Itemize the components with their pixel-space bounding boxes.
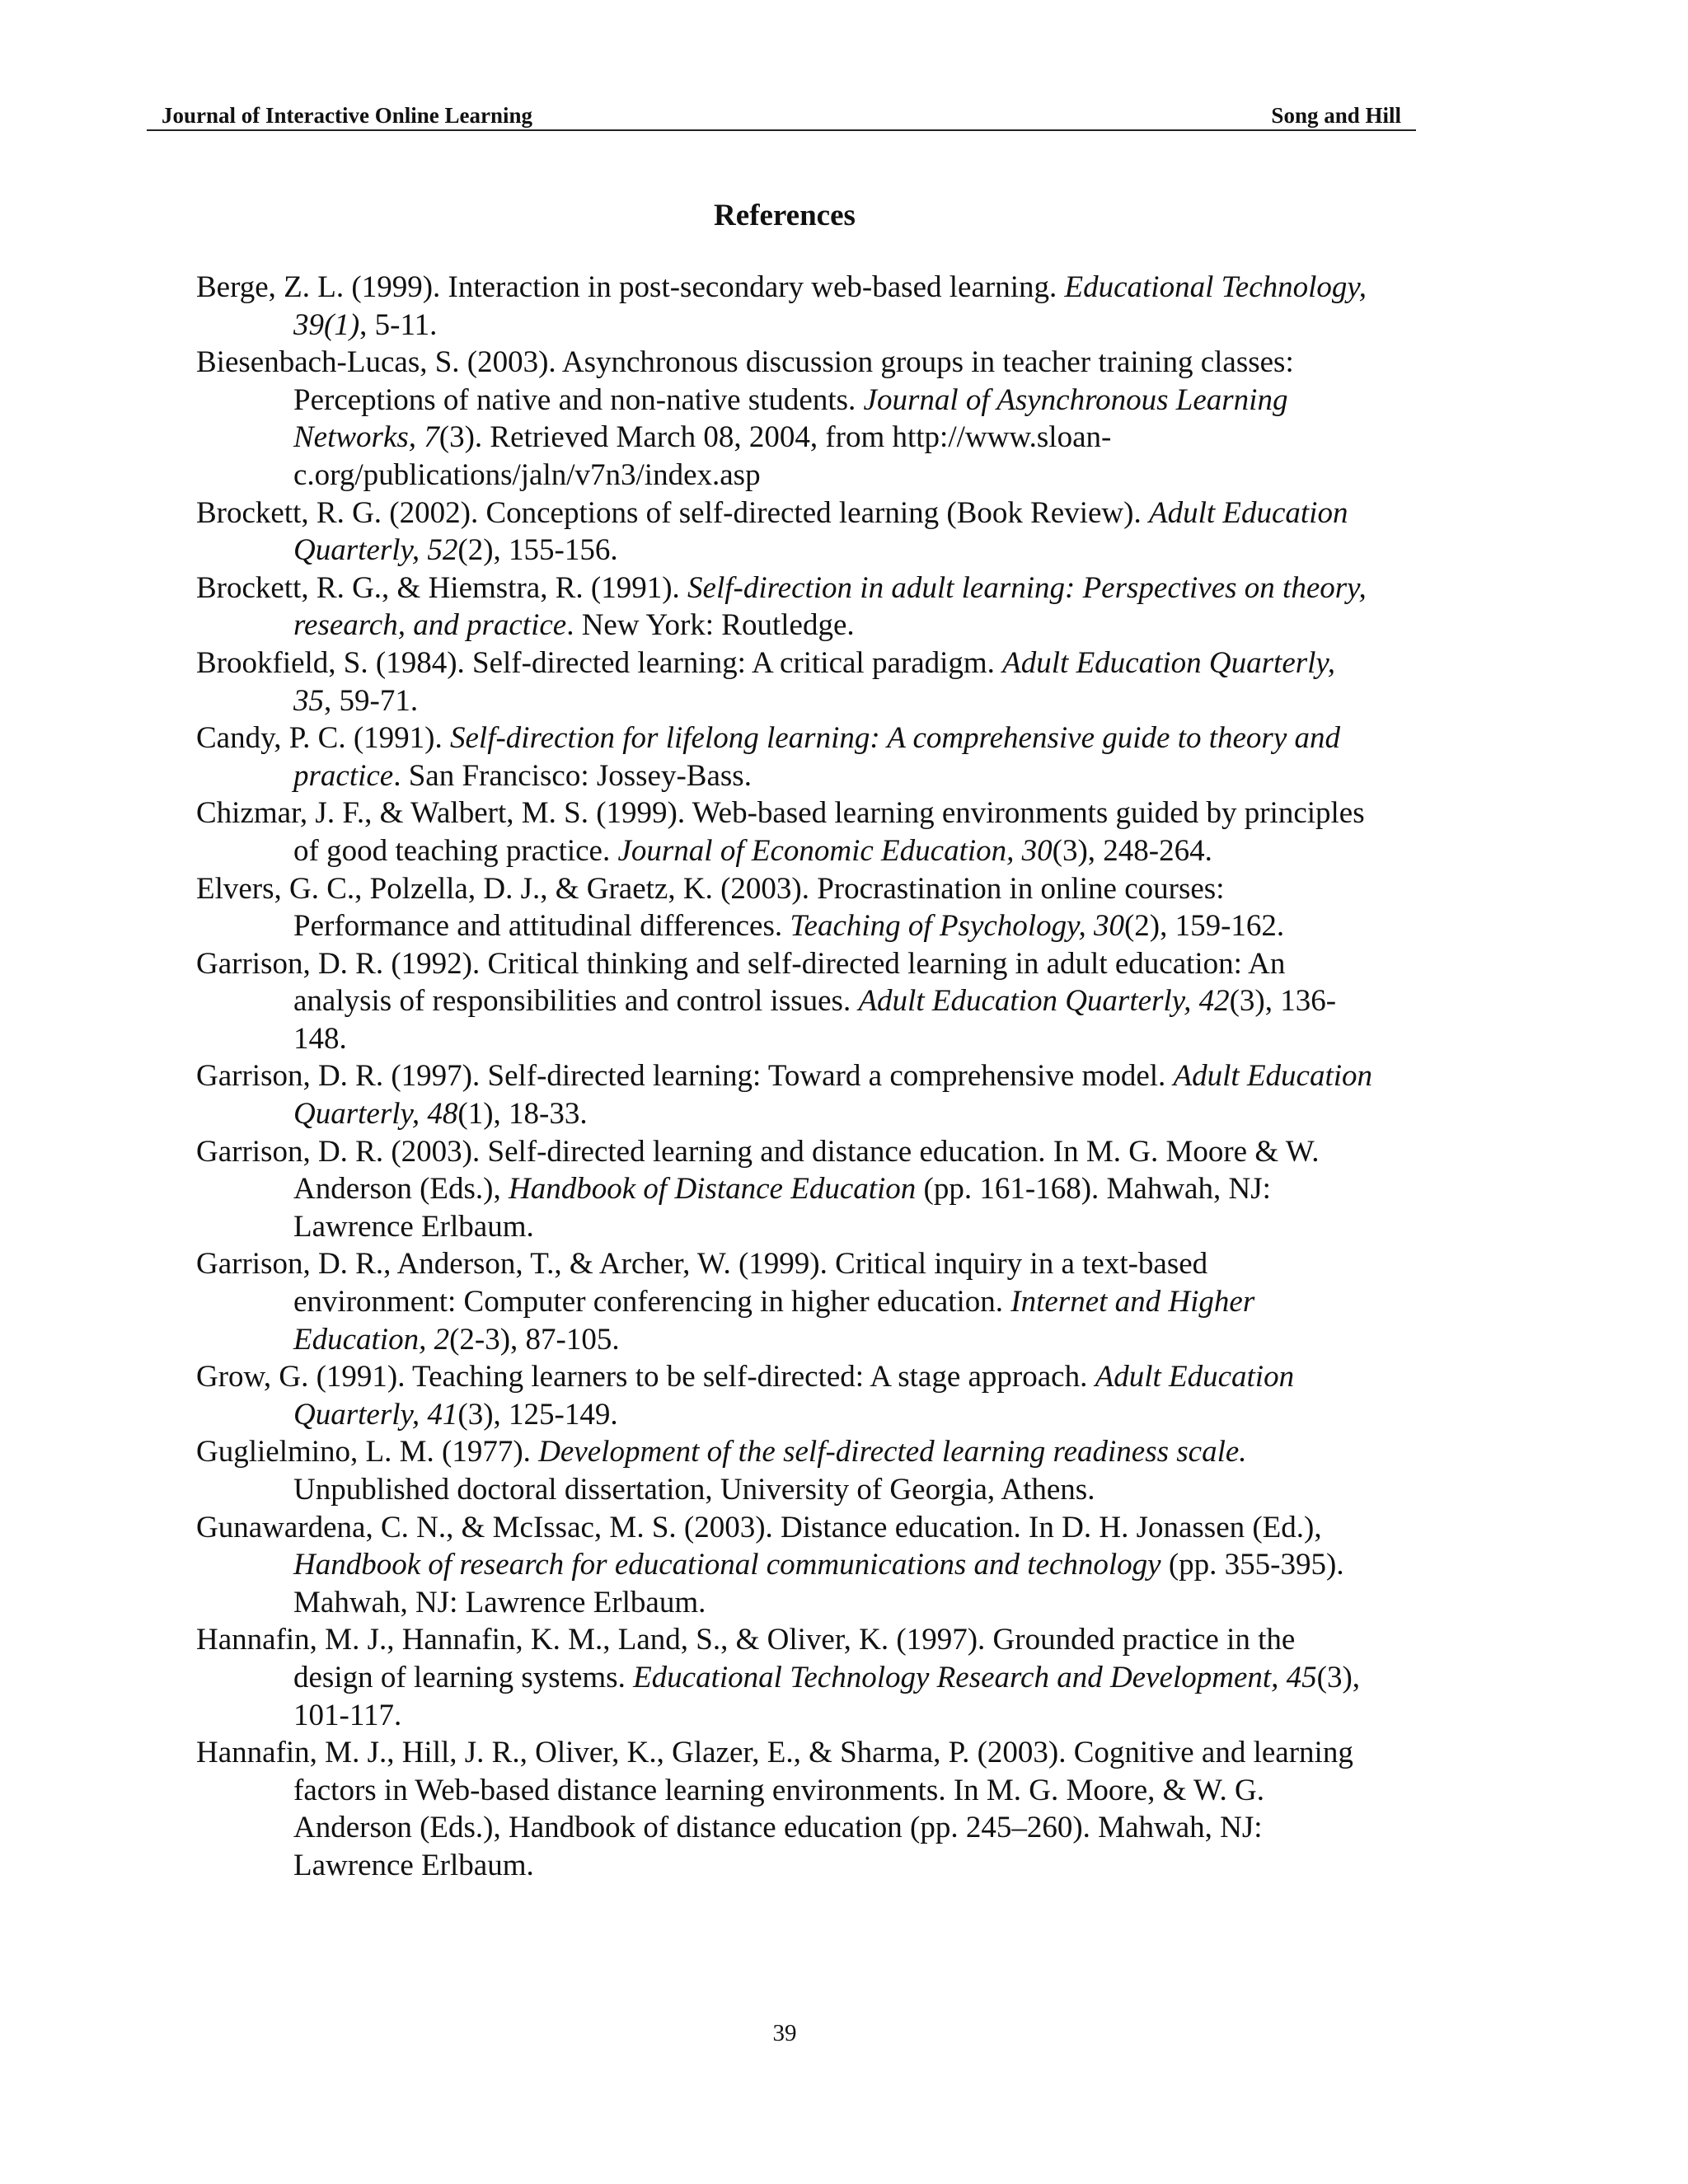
reference-text: Brockett, R. G., & Hiemstra, R. (1991). bbox=[196, 570, 688, 605]
reference-text: (3), 101-117. bbox=[293, 1660, 1361, 1732]
reference-source-italic: Adult Education Quarterly, 35 bbox=[293, 645, 1336, 718]
reference-text: (pp. 161-168). Mahwah, NJ: Lawrence Erlbaum. bbox=[293, 1172, 1271, 1244]
reference-text: (3), 125-149. bbox=[457, 1397, 618, 1432]
reference-text: (2), 155-156. bbox=[457, 533, 618, 568]
reference-entry bbox=[196, 1433, 1375, 1508]
reference-entry bbox=[196, 1057, 1375, 1132]
reference-entry bbox=[196, 269, 1375, 344]
reference-source-italic: Educational Technology, 39(1) bbox=[293, 270, 1367, 342]
reference-entry bbox=[196, 945, 1375, 1058]
reference-text: Unpublished doctoral dissertation, University of Georgia, Athens. bbox=[293, 1473, 1095, 1507]
reference-entry bbox=[196, 719, 1375, 794]
reference-text: , 5-11. bbox=[359, 307, 438, 342]
reference-text: Garrison, D. R. (1992). Critical thinking and self-directed learning in adult education: An analysis of responsibilities and control issues. bbox=[196, 946, 1286, 1019]
reference-text: Brookfield, S. (1984). Self-directed learning: A critical paradigm. bbox=[196, 645, 1003, 680]
reference-text: Hannafin, M. J., Hill, J. R., Oliver, K., Glazer, E., & Sharma, P. (2003). Cognitive and learning factors in Web-based distance learning environments. In M. G. Moore, & W. G. Anderson (Eds.), Handbook of distance education (pp. 245–260). Mahwah, NJ: Lawrence Erlbaum. bbox=[196, 1736, 1353, 1882]
reference-text: (2-3), 87-105. bbox=[449, 1322, 620, 1357]
reference-source-italic: Self-direction for lifelong learning: A comprehensive guide to theory and practice bbox=[293, 721, 1340, 793]
reference-text: (3), 248-264. bbox=[1052, 833, 1212, 868]
reference-text: (3). Retrieved March 08, 2004, from http://www.sloan-c.org/publications/jaln/v7n3/index.asp bbox=[293, 420, 1112, 492]
reference-text: Biesenbach-Lucas, S. (2003). Asynchronous discussion groups in teacher training classes: Perceptions of native and non-native students. bbox=[196, 345, 1294, 417]
reference-source-italic: Teaching of Psychology, 30 bbox=[790, 909, 1124, 944]
reference-text: . New York: Routledge. bbox=[566, 608, 855, 643]
reference-entry bbox=[196, 344, 1375, 494]
reference-entry bbox=[196, 794, 1375, 869]
reference-entry bbox=[196, 1734, 1375, 1884]
reference-source-italic: Self-direction in adult learning: Perspectives on theory, research, and practice bbox=[293, 570, 1367, 643]
reference-text: Brockett, R. G. (2002). Conceptions of self-directed learning (Book Review). bbox=[196, 495, 1149, 530]
reference-entry bbox=[196, 870, 1375, 945]
reference-source-italic: Handbook of Distance Education bbox=[509, 1172, 917, 1207]
reference-text: Berge, Z. L. (1999). Interaction in post-secondary web-based learning. bbox=[196, 270, 1065, 304]
reference-entry bbox=[196, 1245, 1375, 1358]
reference-text: (pp. 355-395). Mahwah, NJ: Lawrence Erlbaum. bbox=[293, 1548, 1344, 1619]
reference-text: Garrison, D. R. (1997). Self-directed learning: Toward a comprehensive model. bbox=[196, 1059, 1174, 1094]
reference-list bbox=[196, 269, 1375, 1885]
reference-source-italic: Adult Education Quarterly, 41 bbox=[293, 1360, 1295, 1432]
reference-source-italic: Adult Education Quarterly, 52 bbox=[293, 495, 1348, 568]
reference-text: Garrison, D. R., Anderson, T., & Archer, W. (1999). Critical inquiry in a text-based environment: Computer conferencing in higher education. bbox=[196, 1247, 1208, 1319]
running-header bbox=[147, 98, 1416, 131]
reference-text: Chizmar, J. F., & Walbert, M. S. (1999). Web-based learning environments guided by principles of good teaching practice. bbox=[196, 796, 1365, 868]
reference-source-italic: Educational Technology Research and Development, 45 bbox=[633, 1660, 1317, 1694]
reference-source-italic: Adult Education Quarterly, 42 bbox=[858, 984, 1230, 1019]
reference-source-italic: Handbook of research for educational communications and technology bbox=[293, 1548, 1161, 1582]
reference-entry bbox=[196, 1133, 1375, 1246]
reference-entry bbox=[196, 494, 1375, 569]
reference-entry bbox=[196, 1358, 1375, 1433]
reference-source-italic: Journal of Economic Education, 30 bbox=[617, 833, 1053, 868]
reference-text: Grow, G. (1991). Teaching learners to be self-directed: A stage approach. bbox=[196, 1360, 1095, 1394]
page-number: 39 bbox=[772, 2020, 797, 2046]
reference-text: (3), 136-148. bbox=[293, 984, 1337, 1056]
reference-source-italic: Journal of Asynchronous Learning Networks, 7 bbox=[293, 382, 1288, 455]
reference-source-italic: Development of the self-directed learning readiness scale. bbox=[538, 1435, 1247, 1469]
reference-text: Elvers, G. C., Polzella, D. J., & Graetz, K. (2003). Procrastination in online courses: Performance and attitudinal differences. bbox=[196, 871, 1225, 944]
reference-source-italic: Adult Education Quarterly, 48 bbox=[293, 1059, 1373, 1132]
reference-text: Gunawardena, C. N., & McIssac, M. S. (2003). Distance education. In D. H. Jonassen (Ed.), bbox=[196, 1510, 1322, 1544]
reference-text: Hannafin, M. J., Hannafin, K. M., Land, S., & Oliver, K. (1997). Grounded practice in the design of learning systems. bbox=[196, 1623, 1296, 1694]
reference-text: . San Francisco: Jossey-Bass. bbox=[393, 758, 752, 793]
reference-text: , 59-71. bbox=[324, 683, 419, 718]
reference-entry bbox=[196, 1509, 1375, 1622]
journal-name: Journal of Interactive Online Learning bbox=[162, 103, 532, 128]
reference-text: Garrison, D. R. (2003). Self-directed learning and distance education. In M. G. Moore & W. Anderson (Eds.), bbox=[196, 1134, 1320, 1207]
reference-entry bbox=[196, 1621, 1375, 1734]
reference-text: (2), 159-162. bbox=[1123, 909, 1285, 944]
author-names: Song and Hill bbox=[1271, 103, 1401, 128]
reference-source-italic: Internet and Higher Education, 2 bbox=[293, 1285, 1255, 1357]
section-title: References bbox=[714, 199, 856, 232]
reference-text: Guglielmino, L. M. (1977). bbox=[196, 1435, 539, 1469]
reference-text: (1), 18-33. bbox=[457, 1097, 588, 1132]
reference-text: Candy, P. C. (1991). bbox=[196, 721, 450, 756]
reference-entry bbox=[196, 569, 1375, 644]
reference-entry bbox=[196, 644, 1375, 719]
